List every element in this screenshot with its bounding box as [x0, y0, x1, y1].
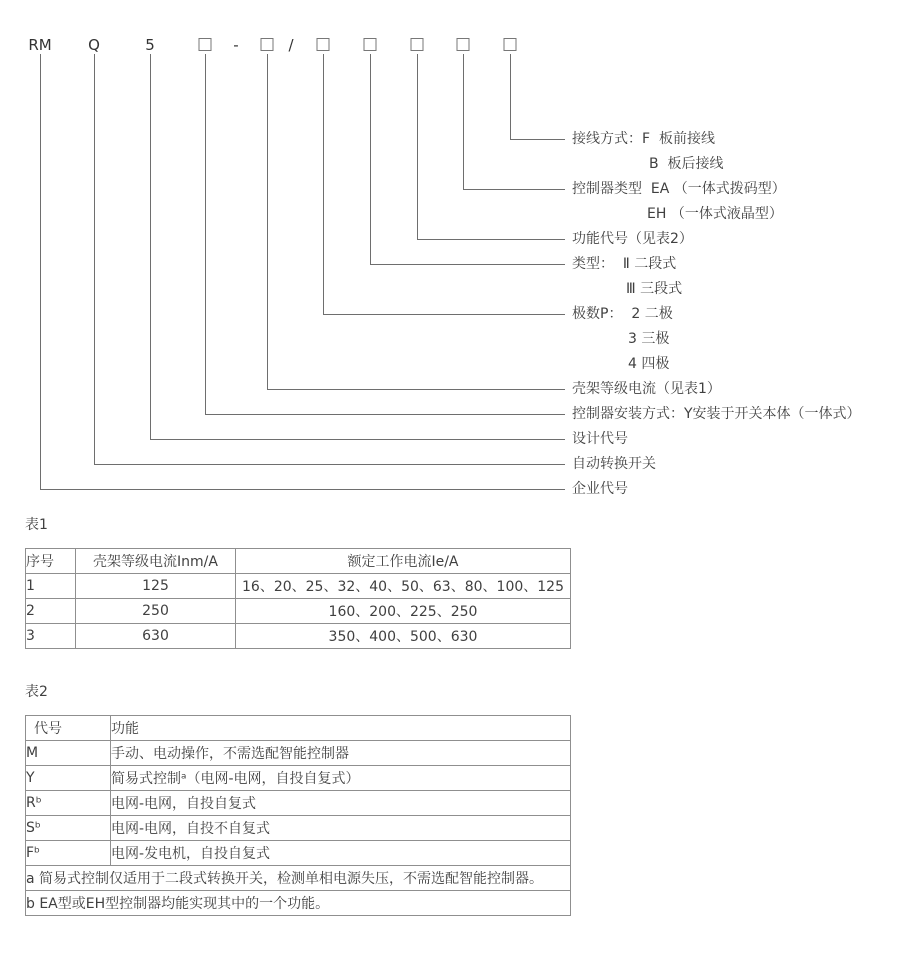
label-transfer-switch: 自动转换开关	[572, 456, 656, 472]
table2-row	[26, 816, 571, 841]
code-prefix-q: Q	[88, 36, 100, 54]
table1-cell-frame-current: 630	[76, 624, 236, 649]
code-box-1	[199, 38, 212, 51]
table1-header-row	[26, 549, 571, 574]
code-separator-slash: /	[288, 36, 294, 54]
table2-title: 表2	[25, 684, 48, 700]
code-box-5	[411, 38, 424, 51]
code-box-6	[457, 38, 470, 51]
label-controller-type-eh: EH （一体式液晶型）	[647, 206, 783, 222]
table2-row	[26, 741, 571, 766]
label-wiring-method-b: B 板后接线	[649, 156, 724, 172]
table2-row	[26, 841, 571, 866]
table2-cell-code: M	[26, 741, 111, 766]
label-design-code: 设计代号	[572, 431, 628, 447]
table2-cell-function: 手动、电动操作，不需选配智能控制器	[111, 741, 571, 766]
table2-footnote-row	[26, 866, 571, 891]
connector-hline-mounting	[205, 414, 565, 415]
label-function-code: 功能代号（见表2）	[572, 231, 693, 247]
label-poles-2: 极数P： 2 二极	[572, 306, 673, 322]
connector-hline-wiring	[510, 139, 565, 140]
table2-header-code: 代号	[26, 716, 111, 741]
table1-cell-seq: 3	[26, 624, 76, 649]
connector-hline-function	[417, 239, 565, 240]
label-controller-type-ea: 控制器类型 EA （一体式拨码型）	[572, 181, 786, 197]
code-box-3	[317, 38, 330, 51]
connector-hline-controller-type	[463, 189, 565, 190]
table1-row	[26, 574, 571, 599]
label-type-ii: 类型： Ⅱ 二段式	[572, 256, 677, 272]
table2-cell-function: 电网-电网，自投自复式	[111, 791, 571, 816]
connector-vline-frame-current	[267, 54, 268, 389]
code-separator-dash: -	[233, 36, 239, 54]
table1	[25, 548, 571, 649]
table2-footnote-a: a 简易式控制仅适用于二段式转换开关，检测单相电源失压，不需选配智能控制器。	[26, 866, 571, 891]
connector-hline-design-code	[150, 439, 565, 440]
label-controller-mounting: 控制器安装方式：Y安装于开关本体（一体式）	[572, 406, 861, 422]
table2-cell-code: Fᵇ	[26, 841, 111, 866]
label-type-iii: Ⅲ 三段式	[626, 281, 683, 297]
table1-header-frame-current: 壳架等级电流Inm/A	[76, 549, 236, 574]
table2-footnote-row	[26, 891, 571, 916]
table2-cell-function: 简易式控制ᵃ（电网-电网，自投自复式）	[111, 766, 571, 791]
table2-footnote-b: b EA型或EH型控制器均能实现其中的一个功能。	[26, 891, 571, 916]
connector-vline-controller-type	[463, 54, 464, 189]
table1-header-seq: 序号	[26, 549, 76, 574]
code-box-2	[261, 38, 274, 51]
table1-cell-seq: 1	[26, 574, 76, 599]
table2	[25, 715, 571, 916]
table1-cell-frame-current: 250	[76, 599, 236, 624]
connector-vline-design-code	[150, 54, 151, 439]
code-box-7	[504, 38, 517, 51]
table2-cell-code: Sᵇ	[26, 816, 111, 841]
connector-hline-transfer-switch	[94, 464, 565, 465]
connector-vline-function	[417, 54, 418, 239]
table2-header-row	[26, 716, 571, 741]
connector-hline-frame-current	[267, 389, 565, 390]
label-poles-4: 4 四极	[628, 356, 670, 372]
table2-header-function: 功能	[111, 716, 571, 741]
label-poles-3: 3 三极	[628, 331, 670, 347]
table1-row	[26, 599, 571, 624]
table1-header-rated-current: 额定工作电流Ie/A	[236, 549, 571, 574]
table2-row	[26, 766, 571, 791]
table1-cell-frame-current: 125	[76, 574, 236, 599]
table2-cell-function: 电网-发电机，自投自复式	[111, 841, 571, 866]
label-wiring-method: 接线方式：F 板前接线	[572, 131, 715, 147]
table2-cell-function: 电网-电网，自投不自复式	[111, 816, 571, 841]
label-frame-current: 壳架等级电流（见表1）	[572, 381, 721, 397]
table1-title: 表1	[25, 517, 48, 533]
code-prefix-5: 5	[145, 36, 155, 54]
table1-row	[26, 624, 571, 649]
code-box-4	[364, 38, 377, 51]
connector-vline-transfer-switch	[94, 54, 95, 464]
table1-cell-rated-current: 160、200、225、250	[236, 599, 571, 624]
table1-cell-rated-current: 350、400、500、630	[236, 624, 571, 649]
table2-cell-code: Rᵇ	[26, 791, 111, 816]
table1-cell-seq: 2	[26, 599, 76, 624]
connector-vline-poles	[323, 54, 324, 314]
table2-row	[26, 791, 571, 816]
connector-vline-wiring	[510, 54, 511, 139]
connector-hline-enterprise	[40, 489, 565, 490]
connector-vline-mounting	[205, 54, 206, 414]
code-prefix-rm: RM	[28, 36, 52, 54]
connector-vline-enterprise	[40, 54, 41, 489]
table2-cell-code: Y	[26, 766, 111, 791]
table1-cell-rated-current: 16、20、25、32、40、50、63、80、100、125	[236, 574, 571, 599]
connector-hline-poles	[323, 314, 565, 315]
connector-vline-type	[370, 54, 371, 264]
connector-hline-type	[370, 264, 565, 265]
label-enterprise-code: 企业代号	[572, 481, 628, 497]
